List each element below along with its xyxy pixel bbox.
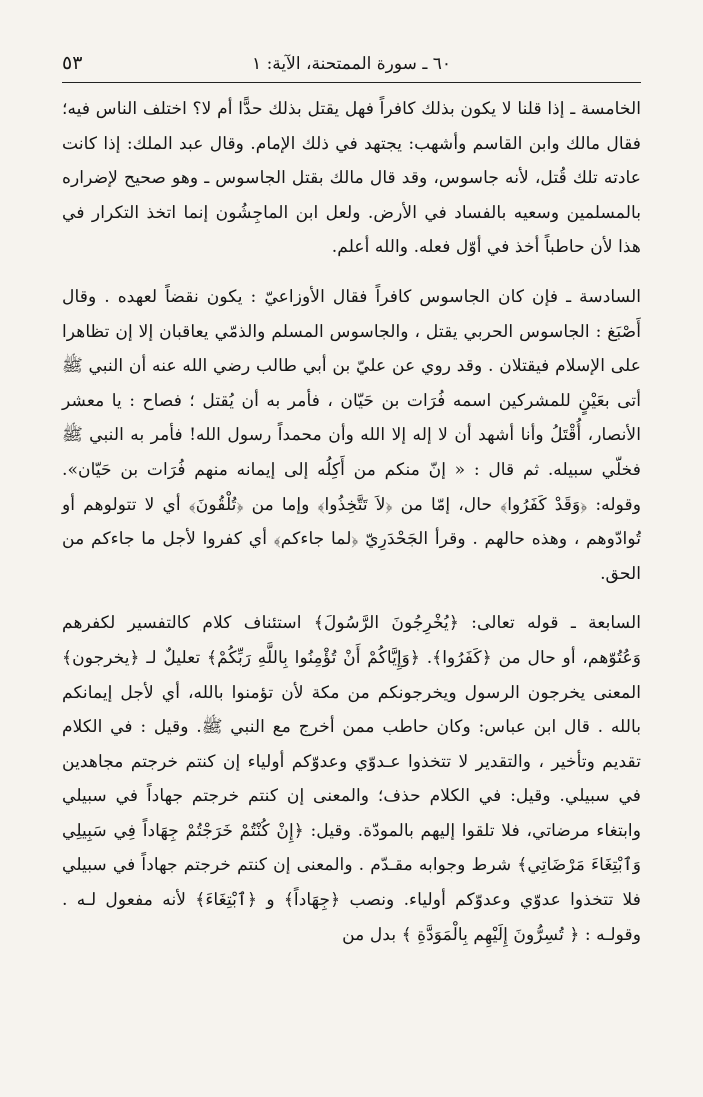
paragraph-sixth: السادسة ـ فإن كان الجاسوس كافراً فقال الأوزاعيّ : يكون نقضاً لعهده . وقال أَصْبَغ : الجاسوس الحربي يقتل ، والجاسوس المسلم والذمّي يعاقبان إلا إن تظاهرا على الإسلام فيقتلان . وقد روي عن عليّ بن أبي طالب رضي الله عنه أن النبي ﷺ أتى بعَيْنٍ للمشركين اسمه فُرَات بن حَيّان ، فأمر به أن يُقتل ؛ فصاح : يا معشر الأنصار، أُقْتَلُ وأنا أشهد أن لا إله إلا الله وأن محمداً رسول الله! فأمر به النبي ﷺ فخلّي سبيله. ثم قال : « إنّ منكم من أَكِلُه إلى إيمانه منهم فُرَات بن حَيّان». وقوله: ﴿وَقَدْ كَفَرُوا﴾ حال، إمّا من ﴿لاَ تَتَّخِذُوا﴾ وإما من ﴿تُلْقُونَ﴾ أي لا تتولوهم أو تُوادّوهم ، وهذه حالهم . وقرأ الجَحْدَرِيّ ﴿لما جاءكم﴾ أي كفروا لأجل ما جاءكم من الحق. [62, 286, 641, 584]
page-number: ٥٣ [62, 52, 83, 74]
paragraph-fifth: الخامسة ـ إذا قلنا لا يكون بذلك كافراً فهل يقتل بذلك حدًّا أم لا؟ اختلف الناس فيه؛ فقال مالك وابن القاسم وأشهب: يجتهد في ذلك الإمام. وقال عبد الملك: إذا كانت عادته تلك قُتل، لأنه جاسوس، وقد قال مالك بقتل الجاسوس ـ وهو صحيح لإضراره بالمسلمين وسعيه بالفساد في الأرض. ولعل ابن الماجِشُون إنما اتخذ التكرار في هذا لأن حاطباً أخذ في أوّل فعله. والله أعلم. [62, 99, 641, 258]
page-body [62, 92, 641, 952]
header-title: ٦٠ ـ سورة الممتحنة، الآية: ١ [252, 54, 451, 74]
running-header [62, 50, 641, 83]
paragraph-seventh: السابعة ـ قوله تعالى: ﴿يُخْرِجُونَ الرَّسُولَ﴾ استئناف كلام كالتفسير لكفرهم وَعُتُوّهم، أو حال من ﴿كَفَرُوا﴾. ﴿وَإِيَّاكُمْ أَنْ تُؤْمِنُوا بِاللَّهِ رَبِّكُمْ﴾ تعليلٌ لـ ﴿يخرجون﴾ المعنى يخرجون الرسول ويخرجونكم من مكة لأن تؤمنوا بالله، أي لأجل إيمانكم بالله . قال ابن عباس: وكان حاطب ممن أخرج مع النبي ﷺ. وقيل : في الكلام تقديم وتأخير ، والتقدير لا تتخذوا عـدوّي وعدوّكم أولياء إن كنتم خرجتم مجاهدين في سبيلي. وقيل: في الكلام حذف؛ والمعنى إن كنتم خرجتم جهاداً في سبيلي وابتغاء مرضاتي، فلا تلقوا إليهم بالمودّة. وقيل: ﴿إِنْ كُنْتُمْ خَرَجْتُمْ جِهَاداً فِي سَبِيلِي وَٱبْتِغَاءَ مَرْضَاتِي﴾ شرط وجوابه مقـدّم . والمعنى إن كنتم خرجتم جهاداً في سبيلي فلا تتخذوا عدوّي وعدوّكم أولياء. ونصب ﴿جِهَاداً﴾ و ﴿ٱبْتِغَاءَ﴾ لأنه مفعول لـه . وقولـه : ﴿ تُسِرُّونَ إِلَيْهِم بِالْمَوَدَّةِ ﴾ بدل من [62, 613, 641, 945]
